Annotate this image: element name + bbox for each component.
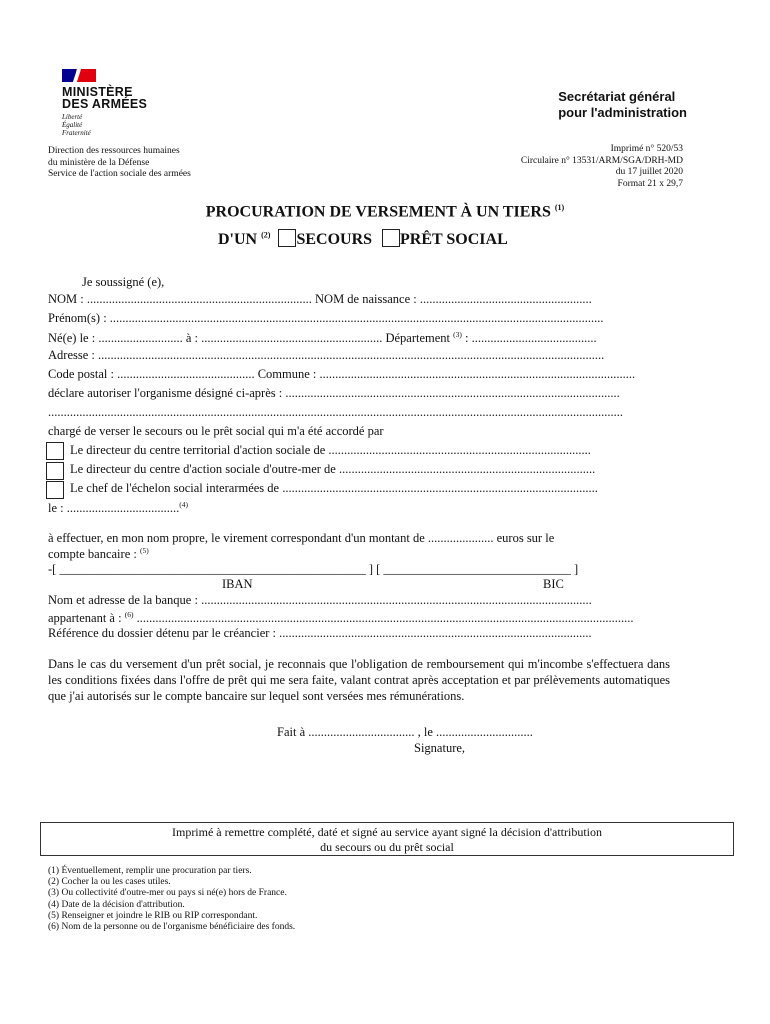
option-territorial-checkbox[interactable] bbox=[46, 442, 64, 460]
secours-checkbox[interactable] bbox=[278, 229, 296, 247]
document-subtitle: D'UN $^{(2)}$ SECOURS PRÊT SOCIAL bbox=[218, 230, 508, 248]
option-interarmees-label[interactable]: Le chef de l'échelon social interarmées de ..................................................................................................... bbox=[70, 481, 598, 495]
prenom-field[interactable]: Prénom(s) : .............................................................................................................................................................. bbox=[48, 311, 604, 325]
nom-field[interactable]: NOM : ........................................................................ NOM de naissance : ....................................................... bbox=[48, 292, 592, 306]
secours-label: SECOURS bbox=[296, 231, 373, 248]
intro-text: Je soussigné (e), bbox=[82, 275, 165, 289]
footnote: (2) Cocher la ou les cases utiles. bbox=[48, 877, 171, 888]
reference-dossier-field[interactable]: Référence du dossier détenu par le créancier : .................................................................................................... bbox=[48, 626, 592, 640]
form-reference-block: Imprimé n° 520/53 Circulaire n° 13531/ARM/SGA/DRH-MD du 17 juillet 2020 Format 21 x 29,7 bbox=[520, 144, 683, 189]
banque-field[interactable]: Nom et adresse de la banque : ............................................................................................................................. bbox=[48, 593, 592, 607]
ministry-name: MINISTÈRE DES ARMÉES bbox=[62, 85, 148, 111]
marianne-flag-logo bbox=[62, 69, 96, 82]
option-outremer-label[interactable]: Le directeur du centre d'action sociale d'outre-mer de .................................................................................. bbox=[70, 462, 596, 476]
option-interarmees-checkbox[interactable] bbox=[46, 481, 64, 499]
footnote: (1) Éventuellement, remplir une procuration par tiers. bbox=[48, 866, 252, 876]
pret-social-label: PRÊT SOCIAL bbox=[400, 231, 508, 248]
iban-label: IBAN bbox=[222, 577, 253, 591]
pret-social-checkbox[interactable] bbox=[382, 229, 400, 247]
montant-field[interactable]: à effectuer, en mon nom propre, le virement correspondant d'un montant de ..................... euros sur le bbox=[48, 531, 555, 545]
notice-box: Imprimé à remettre complété, daté et signé au service ayant signé la décision d'attribution du secours ou du prêt social bbox=[40, 822, 734, 856]
direction-block: Direction des ressources humaines du ministère de la Défense Service de l'action sociale des armées bbox=[48, 146, 191, 179]
charge-text: chargé de verser le secours ou le prêt social qui m'a été accordé par bbox=[48, 424, 384, 438]
republic-motto: Liberté Égalité Fraternité bbox=[62, 113, 91, 137]
footnote: (3) Ou collectivité d'outre-mer ou pays si né(e) hors de France. bbox=[48, 888, 287, 899]
fait-a-field[interactable]: Fait à .................................. , le ............................... bbox=[277, 725, 533, 739]
document-title: PROCURATION DE VERSEMENT À UN TIERS $^{(1)}$ bbox=[205, 203, 565, 221]
footnotes bbox=[48, 866, 295, 933]
organisme-field[interactable]: déclare autoriser l'organisme désigné ci-après : ........................................................................................................... bbox=[48, 386, 620, 400]
organisme-continued-field[interactable]: ........................................................................................................................................................................................ bbox=[48, 405, 623, 419]
option-territorial-label[interactable]: Le directeur du centre territorial d'action sociale de .................................................................................... bbox=[70, 443, 591, 457]
postal-code-field[interactable]: Code postal : ............................................ Commune : ..................................................................................................... bbox=[48, 367, 636, 381]
secretariat-heading: Secrétariat général pour l'administration bbox=[558, 89, 687, 120]
date-decision-field[interactable]: le : ....................................$^{(4)}$ bbox=[48, 500, 188, 516]
remboursement-paragraph: Dans le cas du versement d'un prêt social, je reconnais que l'obligation de remboursement qui m'incombe s'effectuera dans les conditions fixées dans l'offre de prêt qui me sera faite, valant contrat après acceptation et par prélèvements automatiques que j'ai autorisés sur le compte bancaire sur lequel sont versées mes rémunérations. bbox=[48, 657, 670, 703]
birth-field[interactable]: Né(e) le : ........................... à : .......................................................... Département $^{(3)}$ : ........................................ bbox=[48, 330, 597, 346]
option-outremer-checkbox[interactable] bbox=[46, 462, 64, 480]
beneficiaire-field[interactable]: appartenant à : $^{(6)}$ ............................................................................................................................................................... bbox=[48, 610, 634, 626]
footnote: (4) Date de la décision d'attribution. bbox=[48, 899, 185, 910]
bic-label: BIC bbox=[543, 577, 564, 591]
adresse-field[interactable]: Adresse : .................................................................................................................................................................. bbox=[48, 348, 605, 362]
footnote: (5) Renseigner et joindre le RIB ou RIP correspondant. bbox=[48, 910, 258, 921]
compte-label: compte bancaire : $^{(5)}$ bbox=[48, 546, 149, 562]
signature-label: Signature, bbox=[414, 741, 466, 755]
footnote: (6) Nom de la personne ou de l'organisme bénéficiaire des fonds. bbox=[48, 922, 296, 933]
rib-field[interactable]: -[ _________________________________________________ ] [ ______________________________ ] bbox=[48, 562, 579, 576]
